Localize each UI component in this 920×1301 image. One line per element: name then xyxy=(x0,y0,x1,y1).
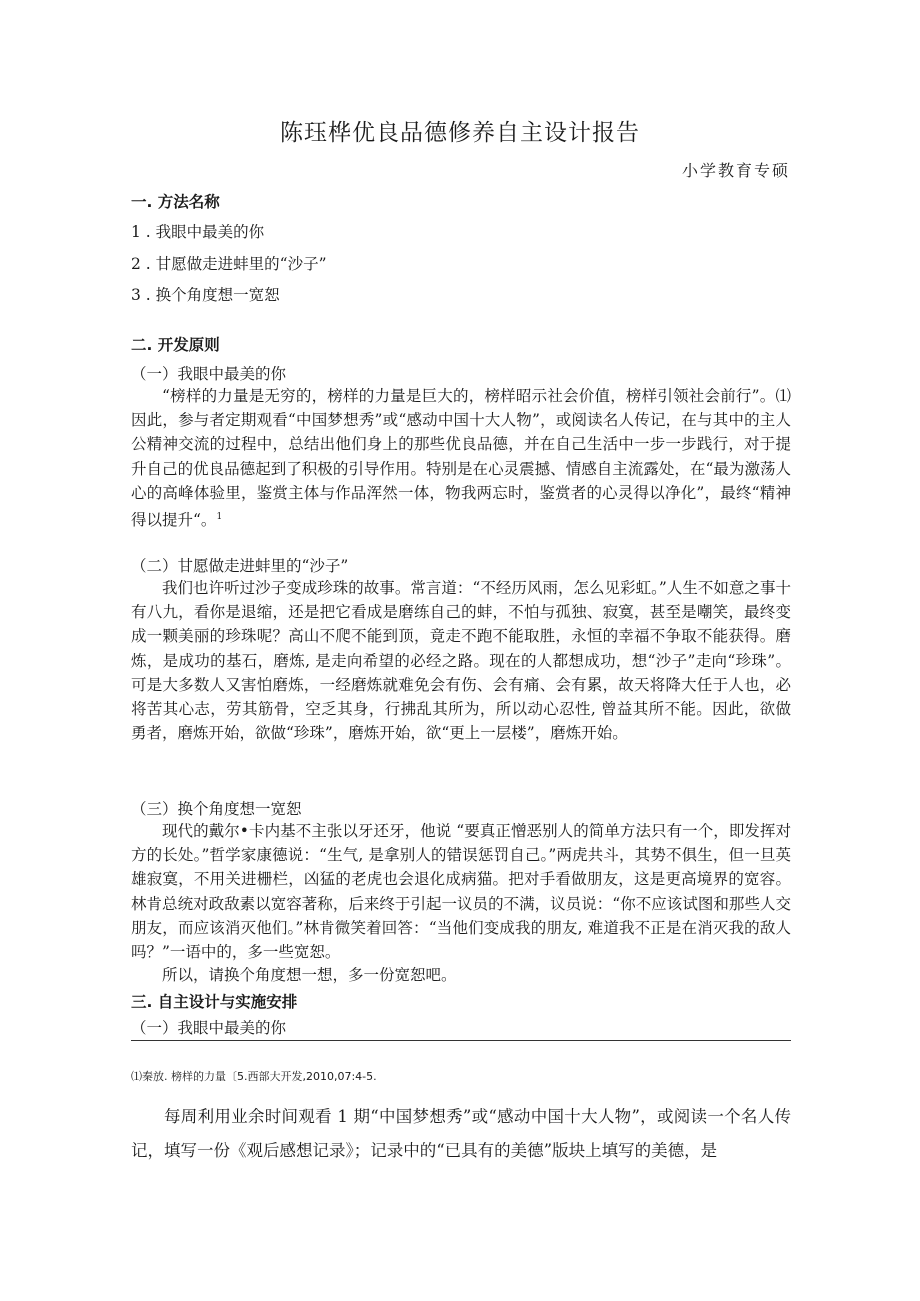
method-item-1: 1 . 我眼中最美的你 xyxy=(131,223,265,241)
body-paragraph-continued: 每周利用业余时间观看 1 期“中国梦想秀”或“感动中国十大人物”，或阅读一个名人传记，填写一份《观后感想记录》；记录中的“已具有的美德”版块上填写的美德，是 xyxy=(131,1107,791,1160)
subsection-2-3-paragraph: 现代的戴尔•卡内基不主张以牙还牙，他说 “要真正憎恶别人的简单方法只有一个，即发挥对方的长处。”哲学家康德说：“生气, 是拿别人的错误惩罚自己。”两虎共斗，其势不俱生，但一旦英雄寂寞，不用关进栅栏，凶猛的老虎也会退化成病猫。把对手看做朋友，这是更高境界的宽容。林肯总统对政敌素以宽容著称，后来终于引起一议员的不满，议员说：“你不应该试图和那些人交朋友，而应该消灭他们。”林肯微笑着回答：“当他们变成我的朋友, 难道我不正是在消灭我的敌人吗？”一语中的，多一些宽恕。 xyxy=(131,822,791,962)
subsection-2-2-title: （二）甘愿做走进蚌里的“沙子” xyxy=(131,557,349,575)
section-1-heading: 一. 方法名称 xyxy=(131,193,220,211)
method-item-3: 3 . 换个角度想一宽恕 xyxy=(131,286,280,304)
subsection-2-3-conclusion: 所以，请换个角度想一想，多一份宽恕吧。 xyxy=(162,966,457,984)
paragraph-text: “榜样的力量是无穷的，榜样的力量是巨大的，榜样昭示社会价值，榜样引领社会前行”。⑴因此，参与者定期观看“中国梦想秀”或“感动中国十大人物”，或阅读名人传记，在与其中的主人公精神交流的过程中，总结出他们身上的那些优良品德，并在自己生活中一步一步践行，对于提升自己的优良品德起到了积极的引导作用。特别是在心灵震撼、情感自主流露处，在“最为激荡人心的高峰体验里，鉴赏主体与作品浑然一体，物我两忘时，鉴赏者的心灵得以净化”，最终“精神得以提升“。 xyxy=(131,387,791,530)
section-3-heading: 三. 自主设计与实施安排 xyxy=(131,993,298,1011)
document-title: 陈珏桦优良品德修养自主设计报告 xyxy=(280,120,640,146)
subsection-2-3-title: （三）换个角度想一宽恕 xyxy=(131,800,302,818)
subsection-3-1-title: （一）我眼中最美的你 xyxy=(131,1019,287,1037)
method-item-2: 2 . 甘愿做走进蚌里的“沙子” xyxy=(131,255,327,273)
subsection-2-2-paragraph: 我们也许听过沙子变成珍珠的故事。常言道：“不经历风雨，怎么见彩虹。”人生不如意之事十有八九，看你是退缩，还是把它看成是磨练自己的蚌，不怕与孤独、寂寞，甚至是嘲笑，最终变成一颗美丽的珍珠呢？高山不爬不能到顶，竟走不跑不能取胜，永恒的幸福不争取不能获得。磨炼，是成功的基石，磨炼, 是走向希望的必经之路。现在的人都想成功，想“沙子”走向“珍珠”。可是大多数人又害怕磨炼，一经磨炼就难免会有伤、会有痛、会有累，故天将降大任于人也，必将苦其心志，劳其筋骨，空乏其身，行拂乱其所为，所以动心忍性, 曾益其所不能。因此，欲做勇者，磨炼开始，欲做“珍珠”，磨炼开始，欲“更上一层楼”，磨炼开始。 xyxy=(131,579,791,743)
footnote: ⑴秦放. 榜样的力量〔5.西部大开发,2010,07:4-5. xyxy=(131,1070,377,1083)
footnote-divider xyxy=(131,1040,791,1041)
document-subtitle: 小学教育专硕 xyxy=(681,161,790,180)
footnote-marker: 1 xyxy=(216,512,223,523)
section-2-heading: 二. 开发原则 xyxy=(131,336,220,354)
subsection-2-1-paragraph xyxy=(131,384,791,532)
subsection-2-1-title: （一）我眼中最美的你 xyxy=(131,365,287,383)
